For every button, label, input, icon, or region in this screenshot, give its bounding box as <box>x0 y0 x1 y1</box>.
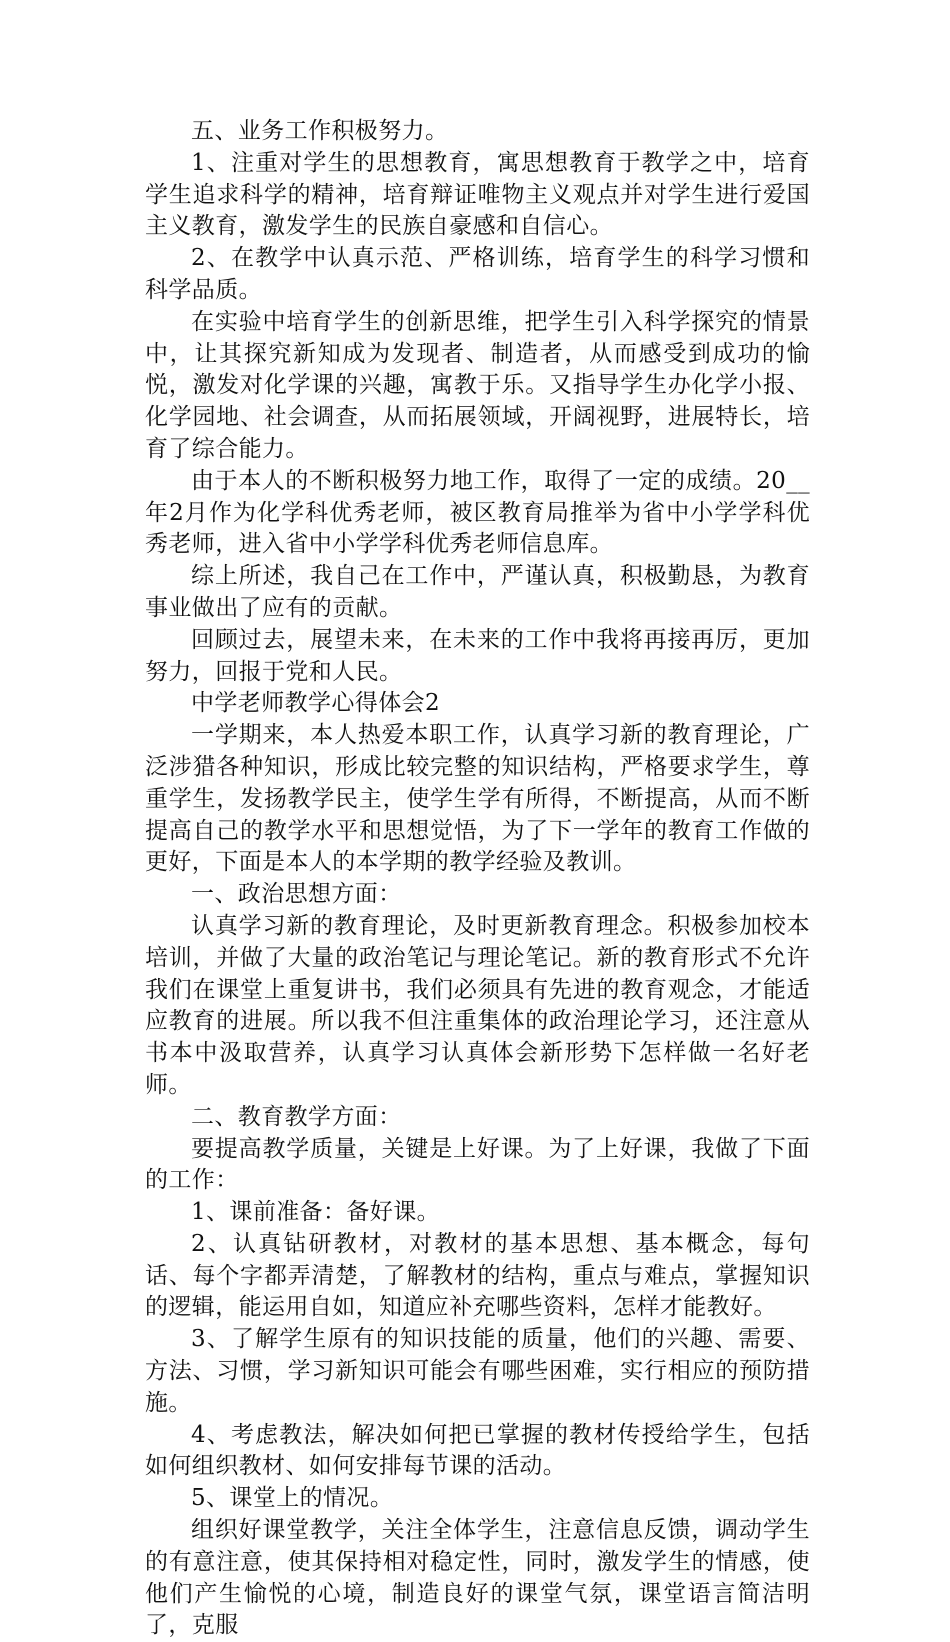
paragraph: 1、注重对学生的思想教育，寓思想教育于教学之中，培育学生追求科学的精神，培育辩证唯物主义观点并对学生进行爱国主义教育，激发学生的民族自豪感和自信心。 <box>145 149 810 240</box>
paragraph: 要提高教学质量，关键是上好课。为了上好课，我做了下面的工作： <box>145 1135 810 1194</box>
list-item: 1、课前准备：备好课。 <box>191 1199 441 1226</box>
paragraph: 综上所述，我自己在工作中，严谨认真，积极勤恳，为教育事业做出了应有的贡献。 <box>145 563 810 621</box>
paragraph: 在实验中培育学生的创新思维，把学生引入科学探究的情景中，让其探究新知成为发现者、制造者，从而感受到成功的愉悦，激发对化学课的兴趣，寓教于乐。又指导学生办化学小报、化学园地、社会调查，从而拓展领域，开阔视野，进展特长，培育了综合能力。 <box>145 308 810 462</box>
list-item: 2、认真钻研教材，对教材的基本思想、基本概念，每句话、每个字都弄清楚，了解教材的结构，重点与难点，掌握知识的逻辑，能运用自如，知道应补充哪些资料，怎样才能教好。 <box>145 1230 810 1321</box>
paragraph: 2、在教学中认真示范、严格训练，培育学生的科学习惯和科学品质。 <box>145 245 810 303</box>
article-title: 中学老师教学心得体会2 <box>191 690 441 717</box>
list-item: 3、了解学生原有的知识技能的质量，他们的兴趣、需要、方法、习惯，学习新知识可能会有哪些困难，实行相应的预防措施。 <box>145 1326 810 1416</box>
list-item: 5、课堂上的情况。 <box>191 1485 394 1512</box>
section-heading-politics: 一、政治思想方面： <box>191 881 402 908</box>
list-item: 4、考虑教法，解决如何把已掌握的教材传授给学生，包括如何组织教材、如何安排每节课的活动。 <box>145 1421 810 1480</box>
section-heading-teaching: 二、教育教学方面： <box>191 1103 402 1130</box>
paragraph: 一学期来，本人热爱本职工作，认真学习新的教育理论，广泛涉猎各种知识，形成比较完整的知识结构，严格要求学生，尊重学生，发扬教学民主，使学生学有所得，不断提高，从而不断提高自己的教学水平和思想觉悟，为了下一学年的教育工作做的更好，下面是本人的本学期的教学经验及教训。 <box>145 722 810 876</box>
document-body <box>145 116 810 1642</box>
section-heading-work: 五、业务工作积极努力。 <box>191 118 449 144</box>
paragraph: 认真学习新的教育理论，及时更新教育理念。积极参加校本培训，并做了大量的政治笔记与理论笔记。新的教育形式不允许我们在课堂上重复讲书，我们必须具有先进的教育观念，才能适应教育的进展。所以我不但注重集体的政治理论学习，还注意从书本中汲取营养，认真学习认真体会新形势下怎样做一名好老师。 <box>145 912 810 1098</box>
paragraph: 组织好课堂教学，关注全体学生，注意信息反馈，调动学生的有意注意，使其保持相对稳定性，同时，激发学生的情感，使他们产生愉悦的心境，制造良好的课堂气氛，课堂语言简洁明了，克服 <box>145 1517 810 1639</box>
paragraph: 回顾过去，展望未来，在未来的工作中我将再接再厉，更加努力，回报于党和人民。 <box>145 626 810 685</box>
paragraph: 由于本人的不断积极努力地工作，取得了一定的成绩。20__年2月作为化学科优秀老师，被区教育局推举为省中小学学科优秀老师，进入省中小学学科优秀老师信息库。 <box>145 467 810 558</box>
